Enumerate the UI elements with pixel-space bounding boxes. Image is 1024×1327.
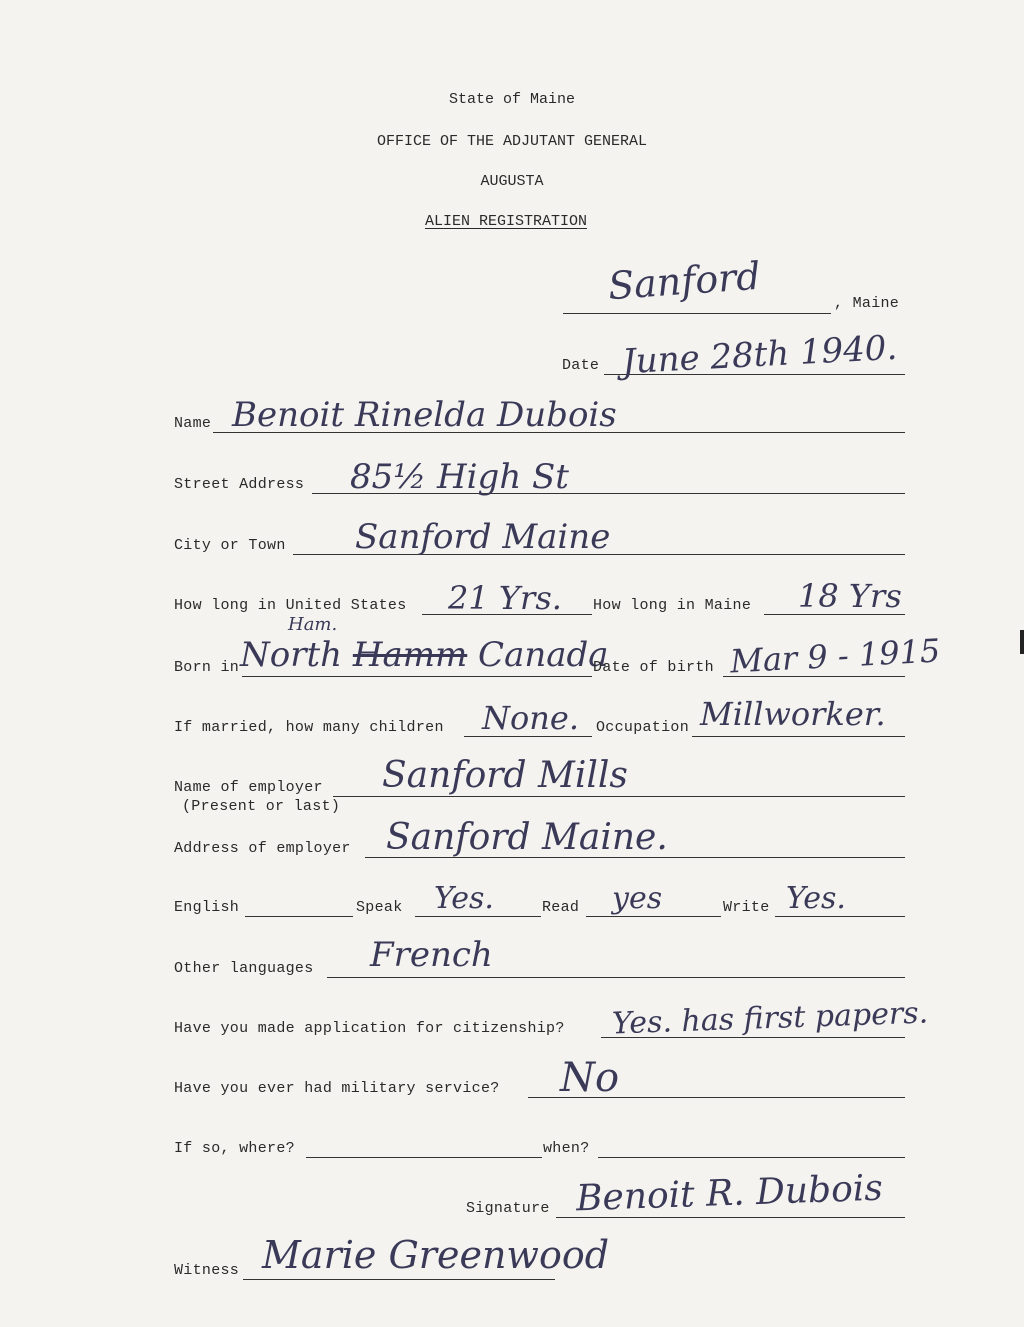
children-value: None. xyxy=(482,699,579,737)
employer-name-label: Name of employer xyxy=(174,779,323,796)
military-value: No xyxy=(560,1055,620,1101)
english-label: English xyxy=(174,899,240,916)
citizenship-value: Yes. has first papers. xyxy=(611,995,929,1042)
born-in-value: North Hamm Canada xyxy=(240,635,609,675)
occupation-value: Millworker. xyxy=(700,695,886,733)
street-address-label: Street Address xyxy=(174,476,305,493)
other-languages-value: French xyxy=(370,935,493,975)
speak-value: Yes. xyxy=(434,881,494,916)
read-label: Read xyxy=(542,899,580,916)
children-label: If married, how many children xyxy=(174,719,444,736)
scan-edge-mark xyxy=(1020,630,1024,654)
other-languages-line xyxy=(327,977,905,978)
write-label: Write xyxy=(723,899,770,916)
speak-label: Speak xyxy=(356,899,403,916)
witness-label: Witness xyxy=(174,1262,240,1279)
citizenship-label: Have you made application for citizenship? xyxy=(174,1020,565,1037)
military-label: Have you ever had military service? xyxy=(174,1080,500,1097)
how-long-us-label: How long in United States xyxy=(174,597,407,614)
how-long-maine-label: How long in Maine xyxy=(593,597,752,614)
born-in-label: Born in xyxy=(174,659,240,676)
where-label: If so, where? xyxy=(174,1140,295,1157)
employer-name-line xyxy=(333,796,905,797)
employer-address-label: Address of employer xyxy=(174,840,351,857)
header-office: OFFICE OF THE ADJUTANT GENERAL xyxy=(376,133,648,150)
city-label: City or Town xyxy=(174,537,286,554)
street-address-value: 85½ High St xyxy=(350,457,569,497)
occupation-label: Occupation xyxy=(596,719,690,736)
write-line xyxy=(775,916,905,917)
maine-label: , Maine xyxy=(834,295,900,312)
date-of-birth-value: Mar 9 - 1915 xyxy=(729,631,942,681)
how-long-maine-value: 18 Yrs xyxy=(798,577,902,615)
employer-address-value: Sanford Maine. xyxy=(386,817,668,858)
other-languages-label: Other languages xyxy=(174,960,314,977)
date-value: June 28th 1940. xyxy=(621,327,899,383)
read-value: yes xyxy=(612,881,663,916)
witness-line xyxy=(243,1279,555,1280)
born-in-insert: Ham. xyxy=(288,614,338,635)
name-value: Benoit Rinelda Dubois xyxy=(232,395,617,435)
read-line xyxy=(586,916,721,917)
city-value: Sanford Maine xyxy=(355,517,611,557)
speak-line xyxy=(415,916,541,917)
where-line xyxy=(306,1157,542,1158)
header-city: AUGUSTA xyxy=(480,173,544,190)
date-of-birth-label: Date of birth xyxy=(593,659,714,676)
town-line xyxy=(563,313,831,314)
write-value: Yes. xyxy=(786,881,846,916)
signature-label: Signature xyxy=(466,1200,550,1217)
form-title: ALIEN REGISTRATION xyxy=(424,213,588,230)
when-line xyxy=(598,1157,905,1158)
occupation-line xyxy=(692,736,905,737)
header-state: State of Maine xyxy=(448,91,576,108)
witness-value: Marie Greenwood xyxy=(262,1233,610,1277)
employer-note: (Present or last) xyxy=(182,798,341,815)
born-in-strike: Hamm xyxy=(352,635,468,675)
english-line xyxy=(245,916,353,917)
how-long-us-value: 21 Yrs. xyxy=(448,579,562,617)
signature-value: Benoit R. Dubois xyxy=(575,1167,884,1220)
when-label: when? xyxy=(543,1140,590,1157)
born-in-line xyxy=(242,676,592,677)
town-value: Sanford xyxy=(606,253,762,309)
employer-name-value: Sanford Mills xyxy=(382,755,628,796)
date-label: Date xyxy=(562,357,600,374)
name-label: Name xyxy=(174,415,212,432)
